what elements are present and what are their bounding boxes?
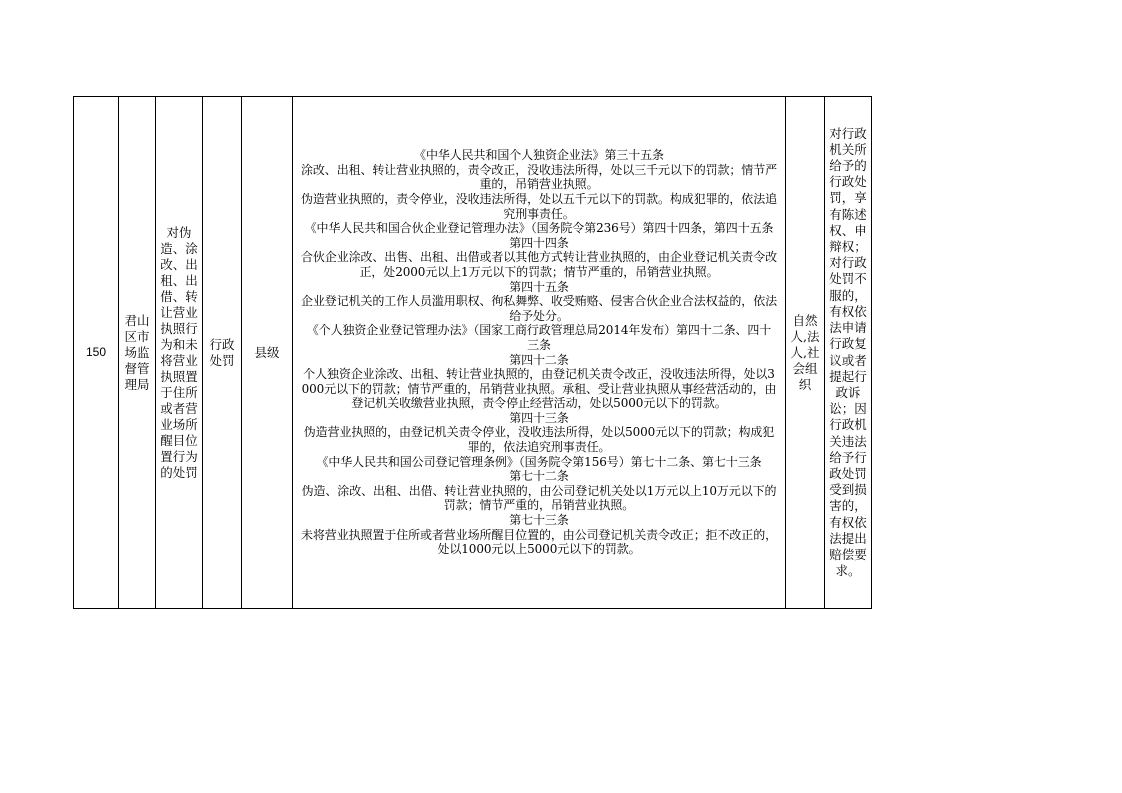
item-name: 对伪造、涂改、出租、出借、转让营业执照行为和未将营业执照置于住所或者营业场所醒目位置行为的处罚	[160, 224, 198, 480]
basis-line: 第七十二条	[509, 469, 569, 484]
basis-line: 《中华人民共和国公司登记管理条例》（国务院令第156号）第七十二条、第七十三条	[316, 454, 762, 469]
basis-line: 第四十二条	[509, 352, 569, 367]
power-type: 行政处罚	[209, 336, 235, 368]
basis-line: 第四十五条	[509, 279, 569, 294]
exercise-level: 县级	[254, 344, 280, 360]
rights-text: 对行政机关所给予的行政处罚，享有陈述权、申辩权；对行政处罚不服的，有权依法申请行政复议或者提起行政诉讼；因行政机关违法给予行政处罚受到损害的，有权依法提出赔偿要求。	[829, 125, 867, 579]
department-cell	[119, 97, 156, 609]
penalty-table	[73, 96, 872, 609]
basis-line: 《中华人民共和国合伙企业登记管理办法》（国务院令第236号）第四十四条，第四十五条	[304, 221, 774, 236]
basis-line: 第四十三条	[509, 410, 569, 425]
rights-cell	[825, 97, 872, 609]
basis-line: 伪造营业执照的，责令停业，没收违法所得，处以五千元以下的罚款。构成犯罪的，依法追究刑事责任。	[301, 191, 778, 221]
basis-line: 未将营业执照置于住所或者营业场所醒目位置的，由公司登记机关责令改正；拒不改正的，处以1000元以上5000元以下的罚款。	[301, 527, 778, 557]
legal-basis	[293, 148, 785, 557]
basis-line: 第四十四条	[509, 235, 569, 250]
row-number-cell	[74, 97, 119, 609]
item-cell	[156, 97, 203, 609]
basis-line: 企业登记机关的工作人员滥用职权、徇私舞弊、收受贿赂、侵害合伙企业合法权益的，依法给予处分。	[301, 294, 778, 323]
table-row	[74, 97, 872, 609]
type-cell	[203, 97, 242, 609]
target-object: 自然人,法人,社会组织	[790, 312, 820, 392]
basis-line: 《个人独资企业登记管理办法》（国家工商行政管理总局2014年发布）第四十二条、四十三条	[306, 323, 772, 352]
basis-line: 第七十三条	[509, 513, 569, 528]
level-cell	[242, 97, 293, 609]
basis-line: 伪造营业执照的，由登记机关责令停业，没收违法所得，处以5000元以下的罚款；构成犯罪的，依法追究刑事责任。	[303, 425, 775, 455]
legal-basis-cell	[293, 97, 786, 609]
basis-line: 个人独资企业涂改、出租、转让营业执照的，由登记机关责令改正，没收违法所得，处以3000元以下的罚款；情节严重的，吊销营业执照。承租、受让营业执照从事经营活动的，由登记机关收缴营业执照，责令停止经营活动，处以5000元以下的罚款。	[301, 367, 777, 411]
department-name: 君山区市场监督管理局	[124, 312, 150, 392]
basis-line: 伪造、涂改、出租、出借、转让营业执照的，由公司登记机关处以1万元以上10万元以下的罚款；情节严重的，吊销营业执照。	[301, 483, 777, 513]
basis-line: 涂改、出租、转让营业执照的，责令改正，没收违法所得，处以三千元以下的罚款；情节严重的，吊销营业执照。	[301, 162, 778, 192]
target-object-cell	[786, 97, 825, 609]
row-number: 150	[85, 344, 107, 359]
basis-line: 合伙企业涂改、出售、出租、出借或者以其他方式转让营业执照的，由企业登记机关责令改正，处2000元以上1万元以下的罚款；情节严重的，吊销营业执照。	[301, 250, 778, 279]
basis-line: 《中华人民共和国个人独资企业法》第三十五条	[414, 148, 664, 163]
